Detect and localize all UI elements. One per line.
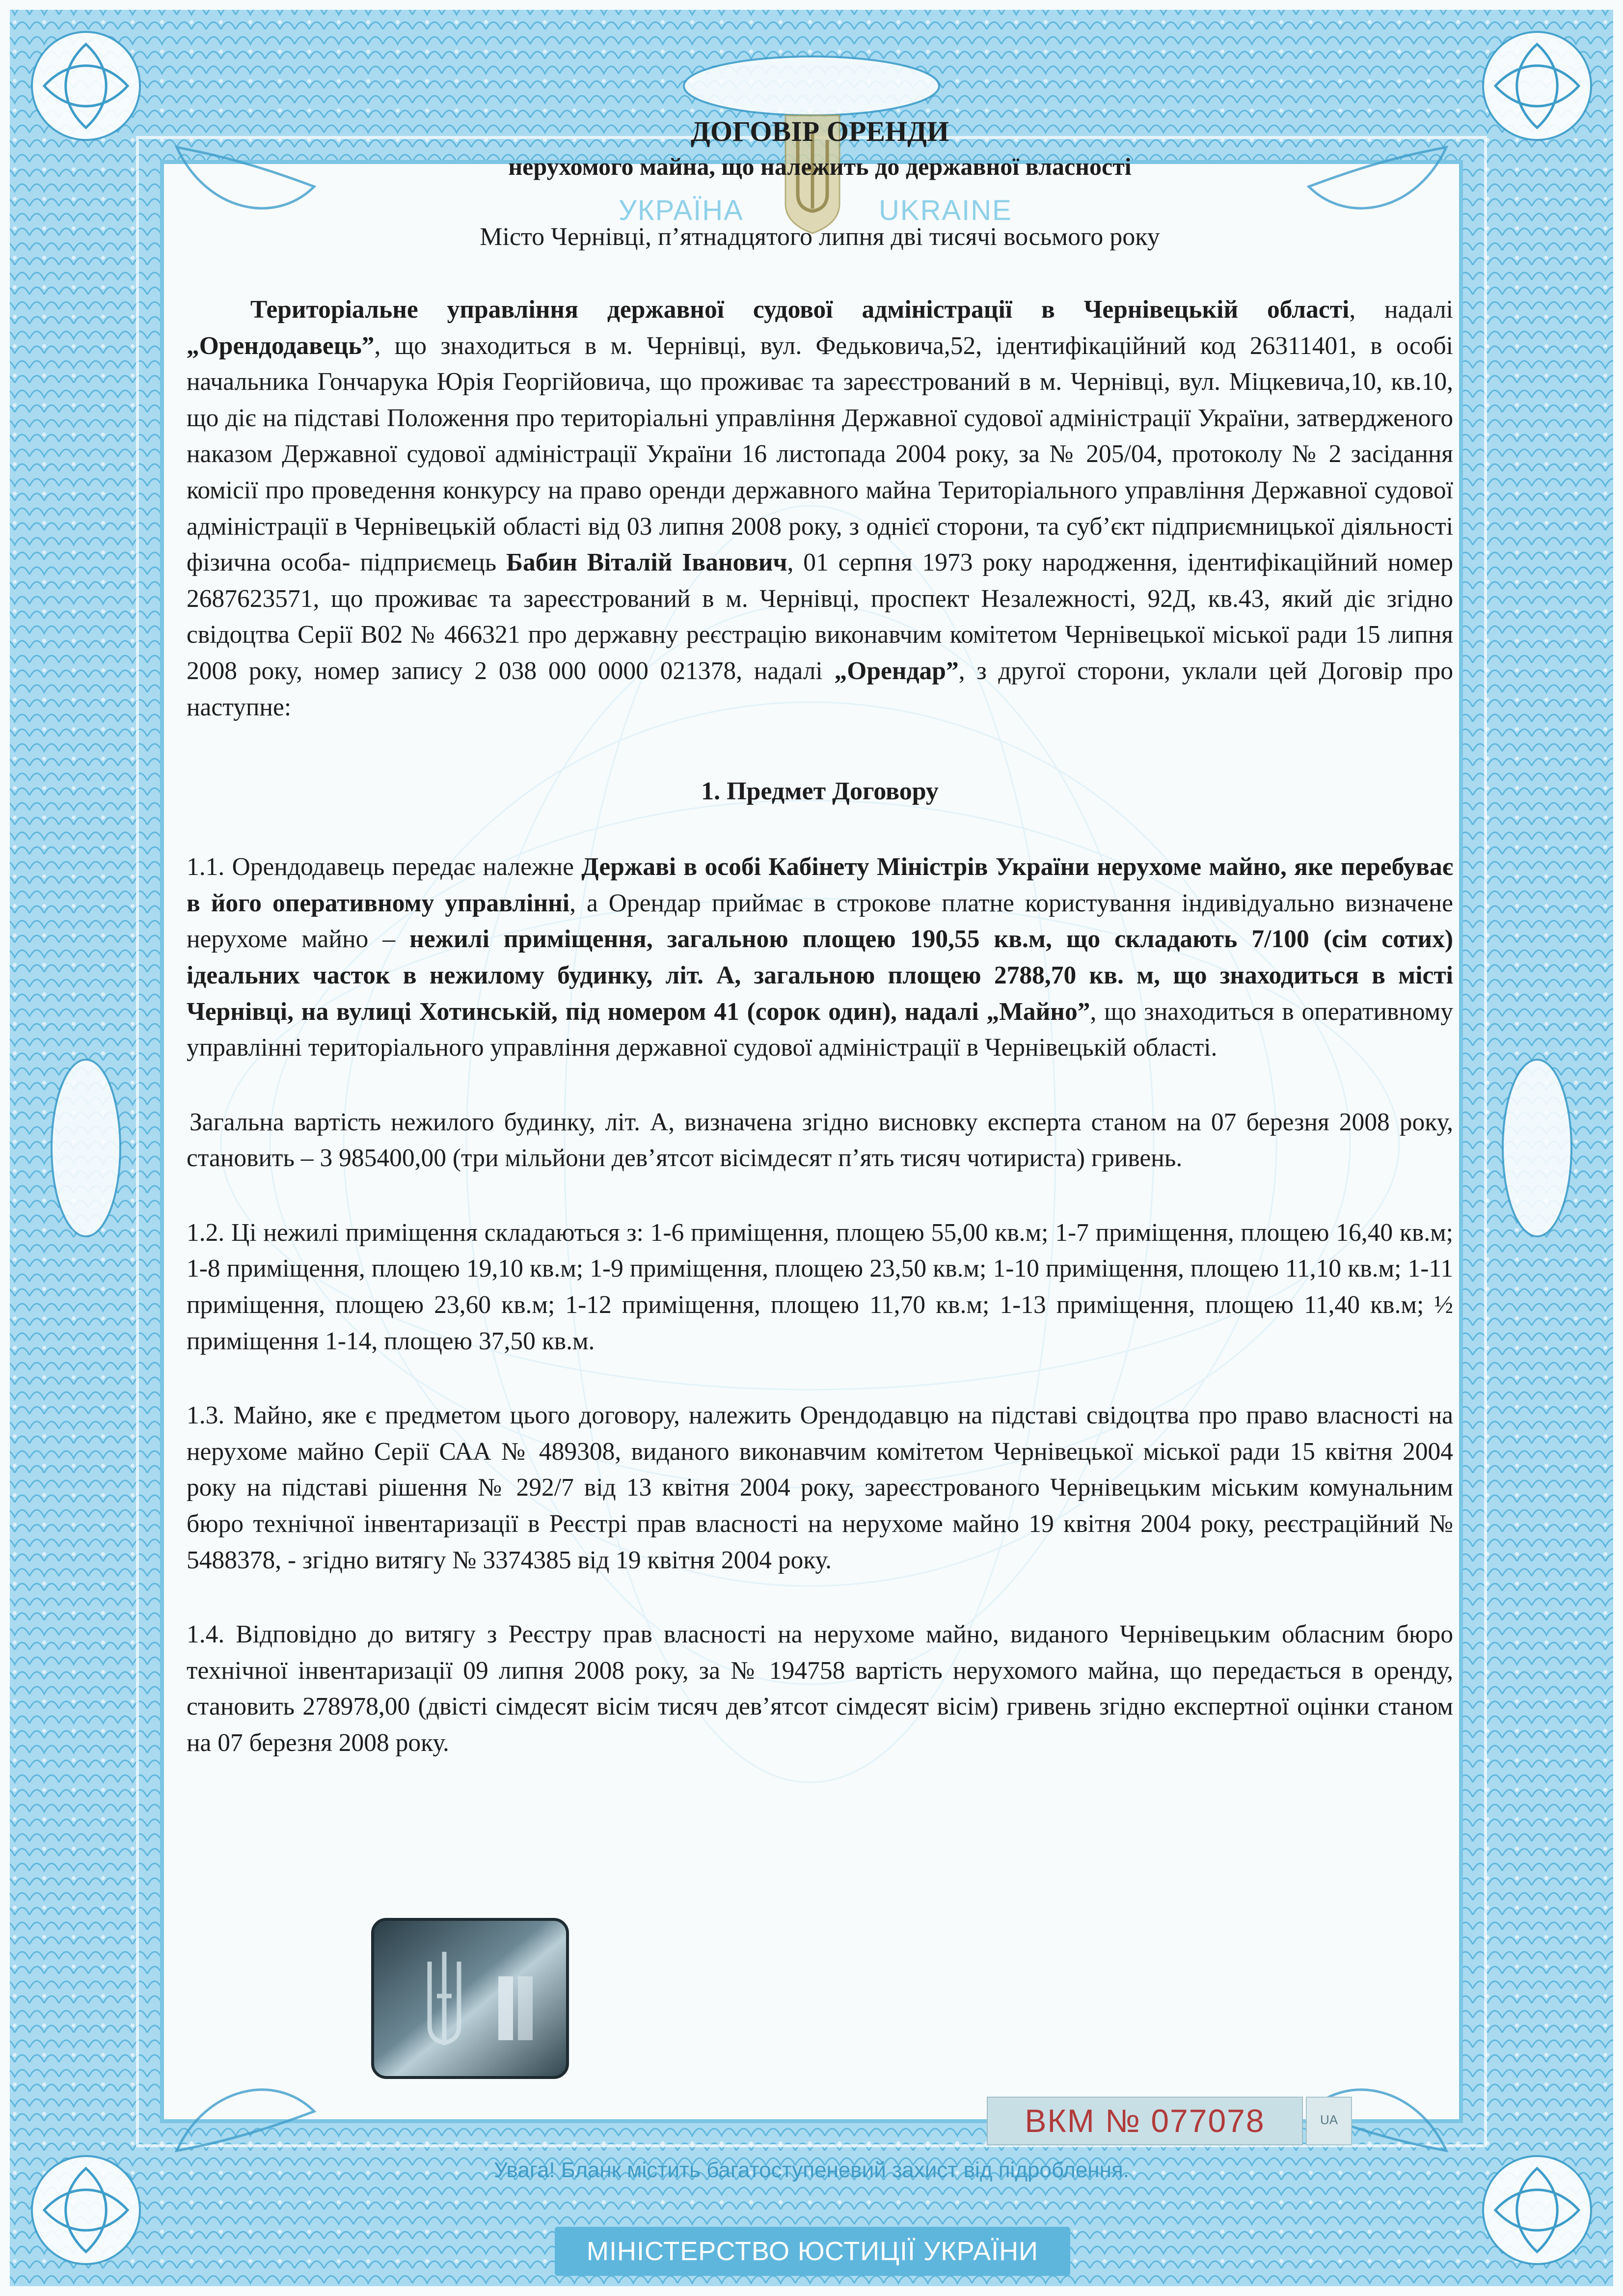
document-body xyxy=(187,113,1453,1761)
document-subtitle: нерухомого майна, що належить до державної власності xyxy=(508,153,1132,180)
ministry-of-justice-label: МІНІСТЕРСТВО ЮСТИЦІЇ УКРАЇНИ xyxy=(587,2237,1038,2266)
clause-1-1 xyxy=(187,849,1453,1066)
ua-security-mark: UA xyxy=(1306,2097,1352,2145)
hologram-sticker xyxy=(371,1917,569,2079)
forgery-protection-notice: Увага! Бланк містить багатоступеневий захист від підроблення. xyxy=(494,2158,1129,2182)
clause-1-1-text-a: 1.1. Орендодавець передає належне xyxy=(187,853,582,881)
intro-text-3: , 01 серпня 1973 року народження, ідентифікаційний номер 2687623571, що проживає та зареєстрований в м. Чернівці, проспект Незалежності, 92Д, кв.43, який діє згідно свідоцтва Серії В02 № 466321 про державну реєстрацію виконавчим комітетом Чернівецької міської ради 15 липня 2008 року, номер запису 2 038 000 0000 021378, надалі xyxy=(187,548,1453,685)
intro-paragraph xyxy=(187,292,1453,725)
clause-1-1-text-c: , а Орендар приймає в строкове платне користування індивідуально визначене нерухоме майно – xyxy=(187,889,1453,954)
city-date-line: Місто Чернівці, п’ятнадцятого липня дві тисячі восьмого року xyxy=(480,223,1160,251)
clause-1-4: 1.4. Відповідно до витягу з Реєстру прав власності на нерухоме майно, виданого Чернівецьким обласним бюро технічної інвентаризації 09 липня 2008 року, за № 194758 вартість нерухомого майна, що передається в оренду, становить 278978,00 (двісті сімдесят вісім тисяч дев’ятсот сімдесят вісім) гривень згідно експертної оцінки станом на 07 березня 2008 року. xyxy=(187,1620,1453,1757)
clause-1-1-bold-b: Державі в особі Кабінету Міністрів України нерухоме майно, яке перебуває в його оперативному управлінні xyxy=(187,853,1453,917)
intro-text-2: , що знаходиться в м. Чернівці, вул. Федьковича,52, ідентифікаційний код 26311401, в особі начальника Гончарука Юрія Георгійовича, що проживає та зареєстрований в м. Чернівці, вул. Міцкевича,10, кв.10, що діє на підставі Положення про територіальні управління Державної судової адміністрації України, затвердженого наказом Державної судової адміністрації України 16 листопада 2004 року, за № 205/04, протоколу № 2 засідання комісії про проведення конкурсу на право оренди державного майна Територіального управління Державної судової адміністрації в Чернівецькій області від 03 липня 2008 року, з однієї сторони, та суб’єкт підприємницької діяльності фізична особа- підприємець xyxy=(187,331,1453,577)
clause-1-2: 1.2. Ці нежилі приміщення складаються з: 1-6 приміщення, площею 55,00 кв.м; 1-7 приміщення, площею 16,40 кв.м; 1-8 приміщення, площею 19,10 кв.м; 1-9 приміщення, площею 23,50 кв.м; 1-10 приміщення, площею 11,10 кв.м; 1-11 приміщення, площею 23,60 кв.м; 1-12 приміщення, площею 11,70 кв.м; 1-13 приміщення, площею 11,40 кв.м; ½ приміщення 1-14, площею 37,50 кв.м. xyxy=(187,1218,1453,1355)
section-1-title: 1. Предмет Договору xyxy=(701,777,939,806)
blank-serial-number: ВКМ № 077078 xyxy=(987,2097,1303,2145)
watermark-ukraina: УКРАЇНА xyxy=(619,194,744,226)
intro-text-1: , надалі xyxy=(1349,296,1453,324)
clause-1-1-text-e: , що знаходиться в оперативному управлінні територіального управління державної судової адміністрації в Чернівецькій області. xyxy=(187,997,1453,1062)
tenant-term: „Орендар” xyxy=(834,656,959,685)
landlord-term: „Орендодавець” xyxy=(187,331,375,360)
document-title: ДОГОВІР ОРЕНДИ xyxy=(690,115,949,147)
clause-1-1-bold-d: нежилі приміщення, загальною площею 190,55 кв.м, що складають 7/100 (сім сотих) ідеальних часток в нежилому будинку, літ. А, загальною площею 2788,70 кв. м, що знаходиться в місті Чернівці, на вулиці Хотинській, під номером 41 (сорок один), надалі „Майно” xyxy=(187,925,1453,1026)
watermark-ukraine: UKRAINE xyxy=(879,194,1012,226)
tenant-name: Бабин Віталій Іванович xyxy=(506,548,787,577)
intro-text-4: , з другої сторони, уклали цей Договір про наступне: xyxy=(187,656,1454,721)
landlord-name: Територіальне управління державної судової адміністрації в Чернівецькій області xyxy=(250,296,1350,324)
total-value-paragraph: Загальна вартість нежилого будинку, літ. А, визначена згідно висновку експерта станом на 07 березня 2008 року, становить – 3 985400,00 (три мільйони дев’ятсот вісімдесят п’ять тисяч чотириста) гривень. xyxy=(187,1108,1453,1173)
clause-1-3: 1.3. Майно, яке є предметом цього договору, належить Орендодавцю на підставі свідоцтва про право власності на нерухоме майно Серії САА № 489308, виданого виконавчим комітетом Чернівецької міської ради 15 квітня 2004 року на підставі рішення № 292/7 від 13 квітня 2004 року, зареєстрованого Чернівецьким міським комунальним бюро технічної інвентаризації в Реєстрі прав власності на нерухоме майно 19 квітня 2004 року, реєстраційний № 5488378, - згідно витягу № 3374385 від 19 квітня 2004 року. xyxy=(187,1401,1453,1574)
